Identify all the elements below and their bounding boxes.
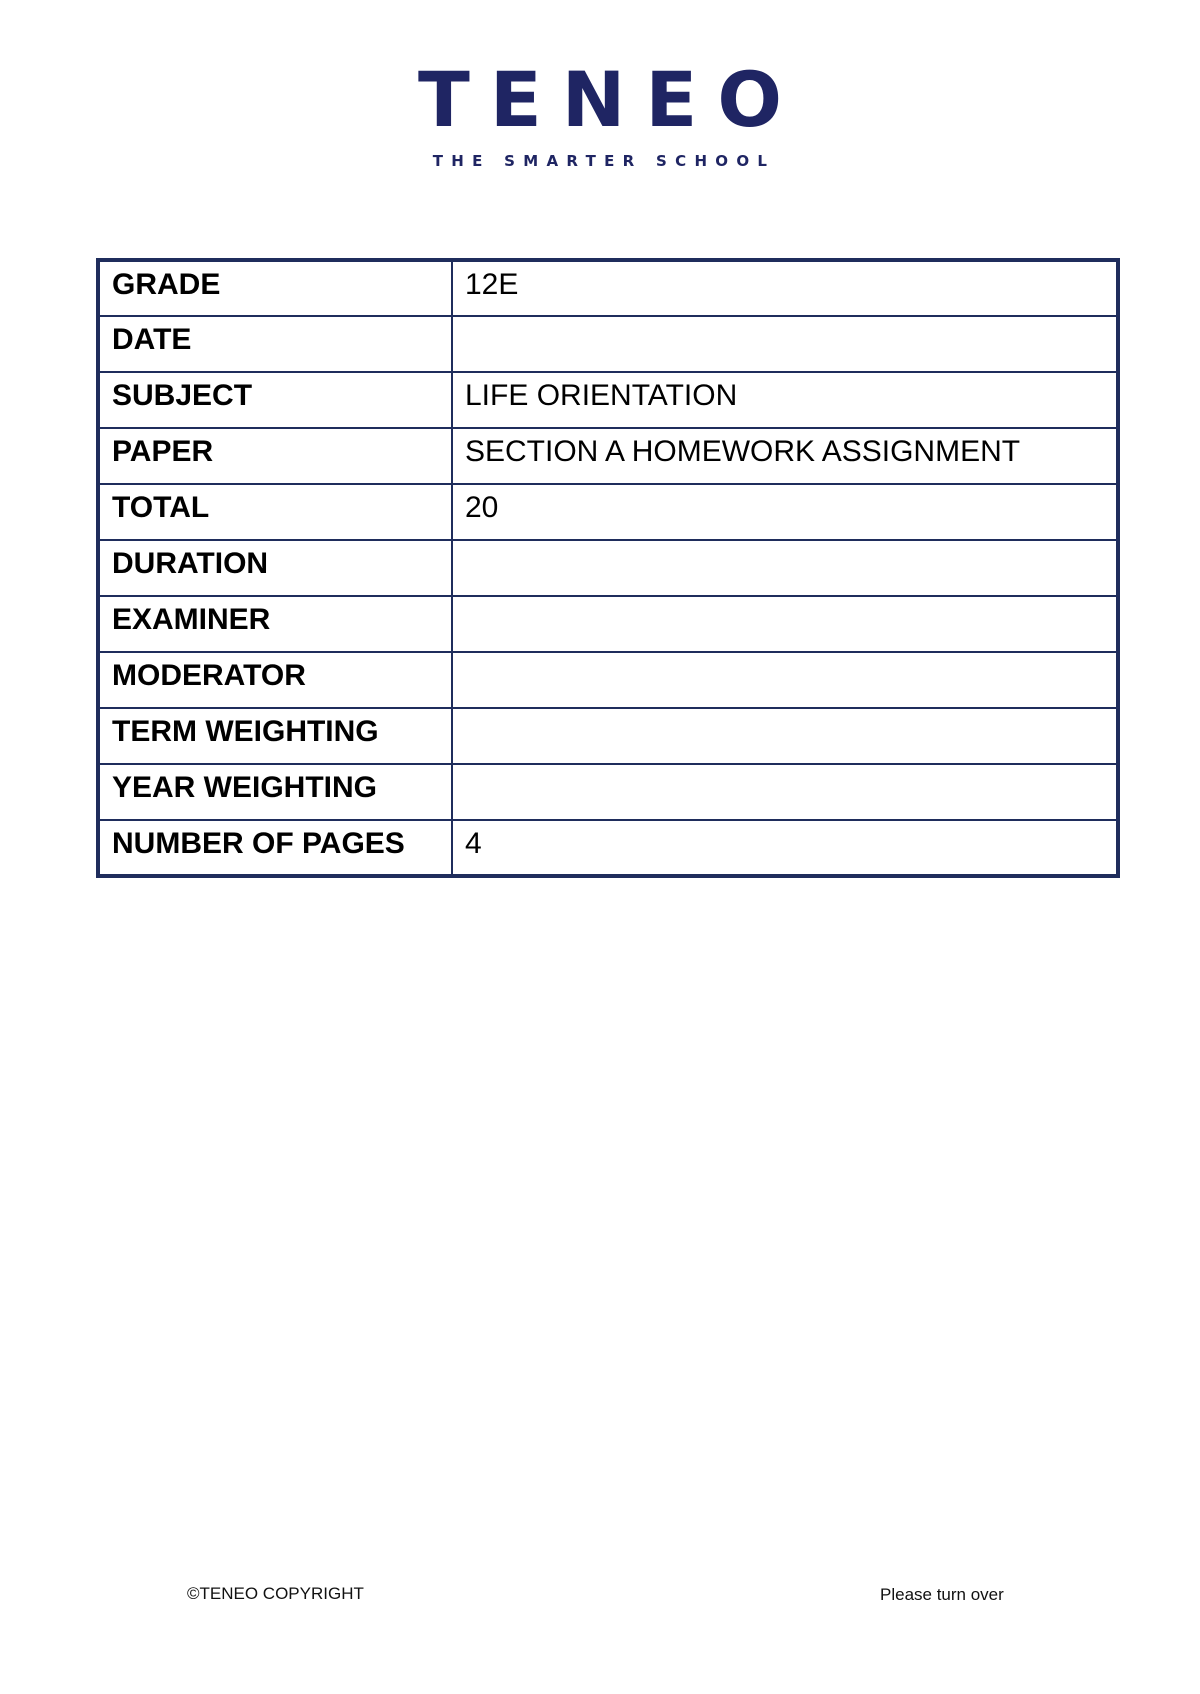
logo-wordmark: TENEO <box>418 55 802 144</box>
row-value-paper: SECTION A HOMEWORK ASSIGNMENT <box>452 428 1118 484</box>
table-row <box>98 428 1118 484</box>
row-value-year-weighting <box>452 764 1118 820</box>
row-label-moderator: MODERATOR <box>98 652 452 708</box>
row-value-grade: 12E <box>452 260 1118 316</box>
table-row <box>98 316 1118 372</box>
row-label-year-weighting: YEAR WEIGHTING <box>98 764 452 820</box>
table-row <box>98 652 1118 708</box>
row-value-duration <box>452 540 1118 596</box>
assessment-details-table <box>96 258 1120 878</box>
row-label-examiner: EXAMINER <box>98 596 452 652</box>
row-label-date: DATE <box>98 316 452 372</box>
row-value-number-of-pages: 4 <box>452 820 1118 876</box>
row-label-number-of-pages: NUMBER OF PAGES <box>98 820 452 876</box>
logo-tagline: THE SMARTER SCHOOL <box>432 152 776 170</box>
row-value-moderator <box>452 652 1118 708</box>
table-row <box>98 372 1118 428</box>
row-label-subject: SUBJECT <box>98 372 452 428</box>
row-value-total: 20 <box>452 484 1118 540</box>
turn-over-note: Please turn over <box>880 1585 1004 1604</box>
row-label-term-weighting: TERM WEIGHTING <box>98 708 452 764</box>
table-row <box>98 260 1118 316</box>
row-value-term-weighting <box>452 708 1118 764</box>
row-label-total: TOTAL <box>98 484 452 540</box>
row-value-subject: LIFE ORIENTATION <box>452 372 1118 428</box>
row-label-grade: GRADE <box>98 260 452 316</box>
table-row <box>98 596 1118 652</box>
copyright-notice: ©TENEO COPYRIGHT <box>187 1584 364 1603</box>
table-row <box>98 708 1118 764</box>
row-label-duration: DURATION <box>98 540 452 596</box>
table-row <box>98 540 1118 596</box>
table-row <box>98 484 1118 540</box>
row-value-examiner <box>452 596 1118 652</box>
school-logo <box>0 55 1200 170</box>
table-row <box>98 764 1118 820</box>
table-row <box>98 820 1118 876</box>
row-value-date <box>452 316 1118 372</box>
row-label-paper: PAPER <box>98 428 452 484</box>
